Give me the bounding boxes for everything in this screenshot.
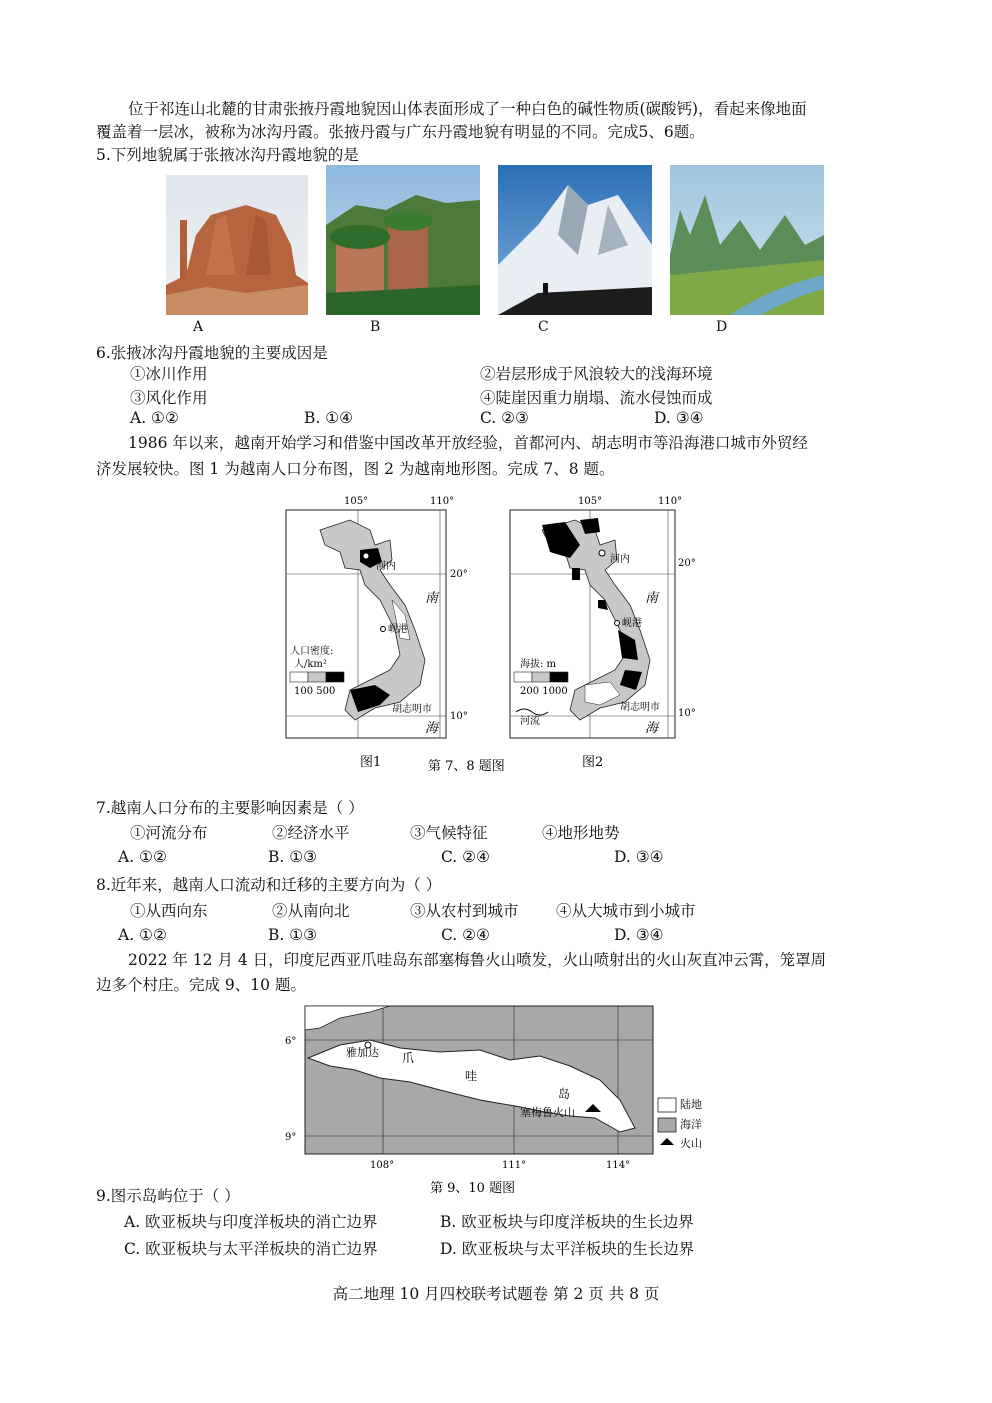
q8-option-3: ③从农村到城市 — [410, 902, 519, 920]
q8-option-4: ④从大城市到小城市 — [556, 902, 696, 920]
java-legend-volcano: 火山 — [680, 1137, 702, 1150]
java-char-2: 哇 — [465, 1069, 478, 1083]
q9-choice-b: B. 欧亚板块与印度洋板块的生长边界 — [440, 1213, 694, 1231]
map2-danang: 岘港 — [622, 618, 642, 629]
map1-hanoi: 河内 — [376, 561, 396, 572]
java-char-1: 爪 — [402, 1051, 415, 1065]
map2-legend-river: 河流 — [520, 716, 540, 727]
vietnam-maps-figure — [280, 490, 700, 780]
vietnam-maps-caption: 第 7、8 题图 — [428, 759, 505, 774]
map1-lat-20: 20° — [450, 569, 468, 580]
java-lat-9: 9° — [285, 1132, 297, 1143]
passage-2-line-1: 1986 年以来，越南开始学习和借鉴中国改革开放经验，首都河内、胡志明市等沿海港口城市外贸经 — [128, 434, 808, 452]
photo-a-label: A — [193, 319, 204, 335]
map2-lon-105: 105° — [578, 496, 603, 507]
photo-b-danxia-cliffs — [326, 165, 480, 315]
q8-choice-d: D. ③④ — [614, 926, 664, 944]
q8-option-2: ②从南向北 — [272, 902, 350, 920]
passage-1-line-2: 覆盖着一层冰，被称为冰沟丹霞。张掖丹霞与广东丹霞地貌有明显的不同。完成5、6题。 — [96, 123, 705, 141]
q7-choice-b: B. ①③ — [268, 848, 318, 866]
java-legend-ocean: 海洋 — [680, 1118, 702, 1131]
q6-option-2: ②岩层形成于风浪较大的浅海环境 — [480, 365, 713, 383]
map1-hcmc: 胡志明市 — [392, 704, 432, 715]
fig2-label: 图2 — [582, 755, 604, 770]
map2-legend-title: 海拔: m — [520, 659, 557, 670]
q8-option-1: ①从西向东 — [130, 902, 208, 920]
map2-sea-2: 海 — [645, 721, 659, 736]
q7-option-1: ①河流分布 — [130, 824, 208, 842]
q9-choice-c: C. 欧亚板块与太平洋板块的消亡边界 — [124, 1240, 378, 1258]
fig1-label: 图1 — [360, 755, 382, 770]
map1-sea-1: 南 — [425, 591, 439, 606]
passage-3-line-2: 边多个村庄。完成 9、10 题。 — [96, 976, 306, 994]
java-island-map — [280, 1000, 720, 1200]
java-lon-108: 108° — [370, 1160, 395, 1171]
q6-choice-a: A. ①② — [130, 409, 179, 427]
q8-choice-b: B. ①③ — [268, 926, 318, 944]
photo-b-label: B — [370, 319, 381, 335]
q6-option-1: ①冰川作用 — [130, 365, 208, 383]
map2-hcmc: 胡志明市 — [620, 702, 660, 713]
map2-lat-10: 10° — [678, 708, 696, 719]
java-jakarta: 雅加达 — [346, 1046, 379, 1059]
java-map-caption: 第 9、10 题图 — [430, 1181, 516, 1196]
java-lon-111: 111° — [502, 1160, 527, 1171]
passage-2-line-2: 济发展较快。图 1 为越南人口分布图，图 2 为越南地形图。完成 7、8 题。 — [96, 460, 615, 478]
q7-stem: 7.越南人口分布的主要影响因素是（ ） — [96, 799, 364, 817]
java-volcano-label: 塞梅鲁火山 — [520, 1106, 575, 1119]
q7-option-4: ④地形地势 — [542, 824, 620, 842]
map1-legend-values: 100 500 — [294, 686, 336, 697]
map1-danang: 岘港 — [388, 624, 408, 635]
q7-option-3: ③气候特征 — [410, 824, 488, 842]
map2-lon-110: 110° — [658, 496, 683, 507]
page-footer: 高二地理 10 月四校联考试题卷 第 2 页 共 8 页 — [332, 1285, 660, 1303]
map2-sea-1: 南 — [645, 591, 659, 606]
q9-choice-d: D. 欧亚板块与太平洋板块的生长边界 — [440, 1240, 695, 1258]
photo-d-label: D — [716, 319, 728, 335]
java-lon-114: 114° — [606, 1160, 631, 1171]
map1-lat-10: 10° — [450, 711, 468, 722]
java-char-3: 岛 — [558, 1087, 571, 1101]
map1-lon-105: 105° — [344, 496, 369, 507]
q7-option-2: ②经济水平 — [272, 824, 350, 842]
map1-sea-2: 海 — [425, 721, 439, 736]
q6-choice-d: D. ③④ — [654, 409, 704, 427]
photo-c-snow-mountain — [498, 165, 652, 315]
java-legend-land: 陆地 — [680, 1098, 702, 1111]
map1-legend-unit: 人/km² — [294, 659, 327, 670]
q8-stem: 8.近年来，越南人口流动和迁移的主要方向为（ ） — [96, 876, 442, 894]
q9-stem: 9.图示岛屿位于（ ） — [96, 1187, 240, 1205]
map2-legend-values: 200 1000 — [520, 686, 568, 697]
photo-c-label: C — [538, 319, 549, 335]
map2-hanoi: 河内 — [610, 554, 630, 565]
map1-legend-title: 人口密度: — [290, 646, 334, 657]
q8-choice-a: A. ①② — [118, 926, 167, 944]
q8-choice-c: C. ②④ — [441, 926, 490, 944]
passage-1-line-1: 位于祁连山北麓的甘肃张掖丹霞地貌因山体表面形成了一种白色的碱性物质(碳酸钙)，看起来像地面 — [128, 100, 807, 118]
q9-choice-a: A. 欧亚板块与印度洋板块的消亡边界 — [124, 1213, 378, 1231]
photo-a-red-rock-formation — [166, 175, 308, 315]
photo-d-karst-river — [670, 165, 824, 315]
map1-lon-110: 110° — [430, 496, 455, 507]
q7-choice-d: D. ③④ — [614, 848, 664, 866]
q6-choice-b: B. ①④ — [304, 409, 354, 427]
q7-choice-c: C. ②④ — [441, 848, 490, 866]
q6-choice-c: C. ②③ — [480, 409, 529, 427]
q5-stem: 5.下列地貌属于张掖冰沟丹霞地貌的是 — [96, 146, 359, 164]
q6-option-3: ③风化作用 — [130, 389, 208, 407]
q6-option-4: ④陡崖因重力崩塌、流水侵蚀而成 — [480, 389, 713, 407]
q7-choice-a: A. ①② — [118, 848, 167, 866]
passage-3-line-1: 2022 年 12 月 4 日，印度尼西亚爪哇岛东部塞梅鲁火山喷发，火山喷射出的火山灰直冲云霄，笼罩周 — [128, 951, 827, 969]
java-lat-6: 6° — [285, 1036, 297, 1047]
map2-lat-20: 20° — [678, 558, 696, 569]
q6-stem: 6.张掖冰沟丹霞地貌的主要成因是 — [96, 344, 328, 362]
